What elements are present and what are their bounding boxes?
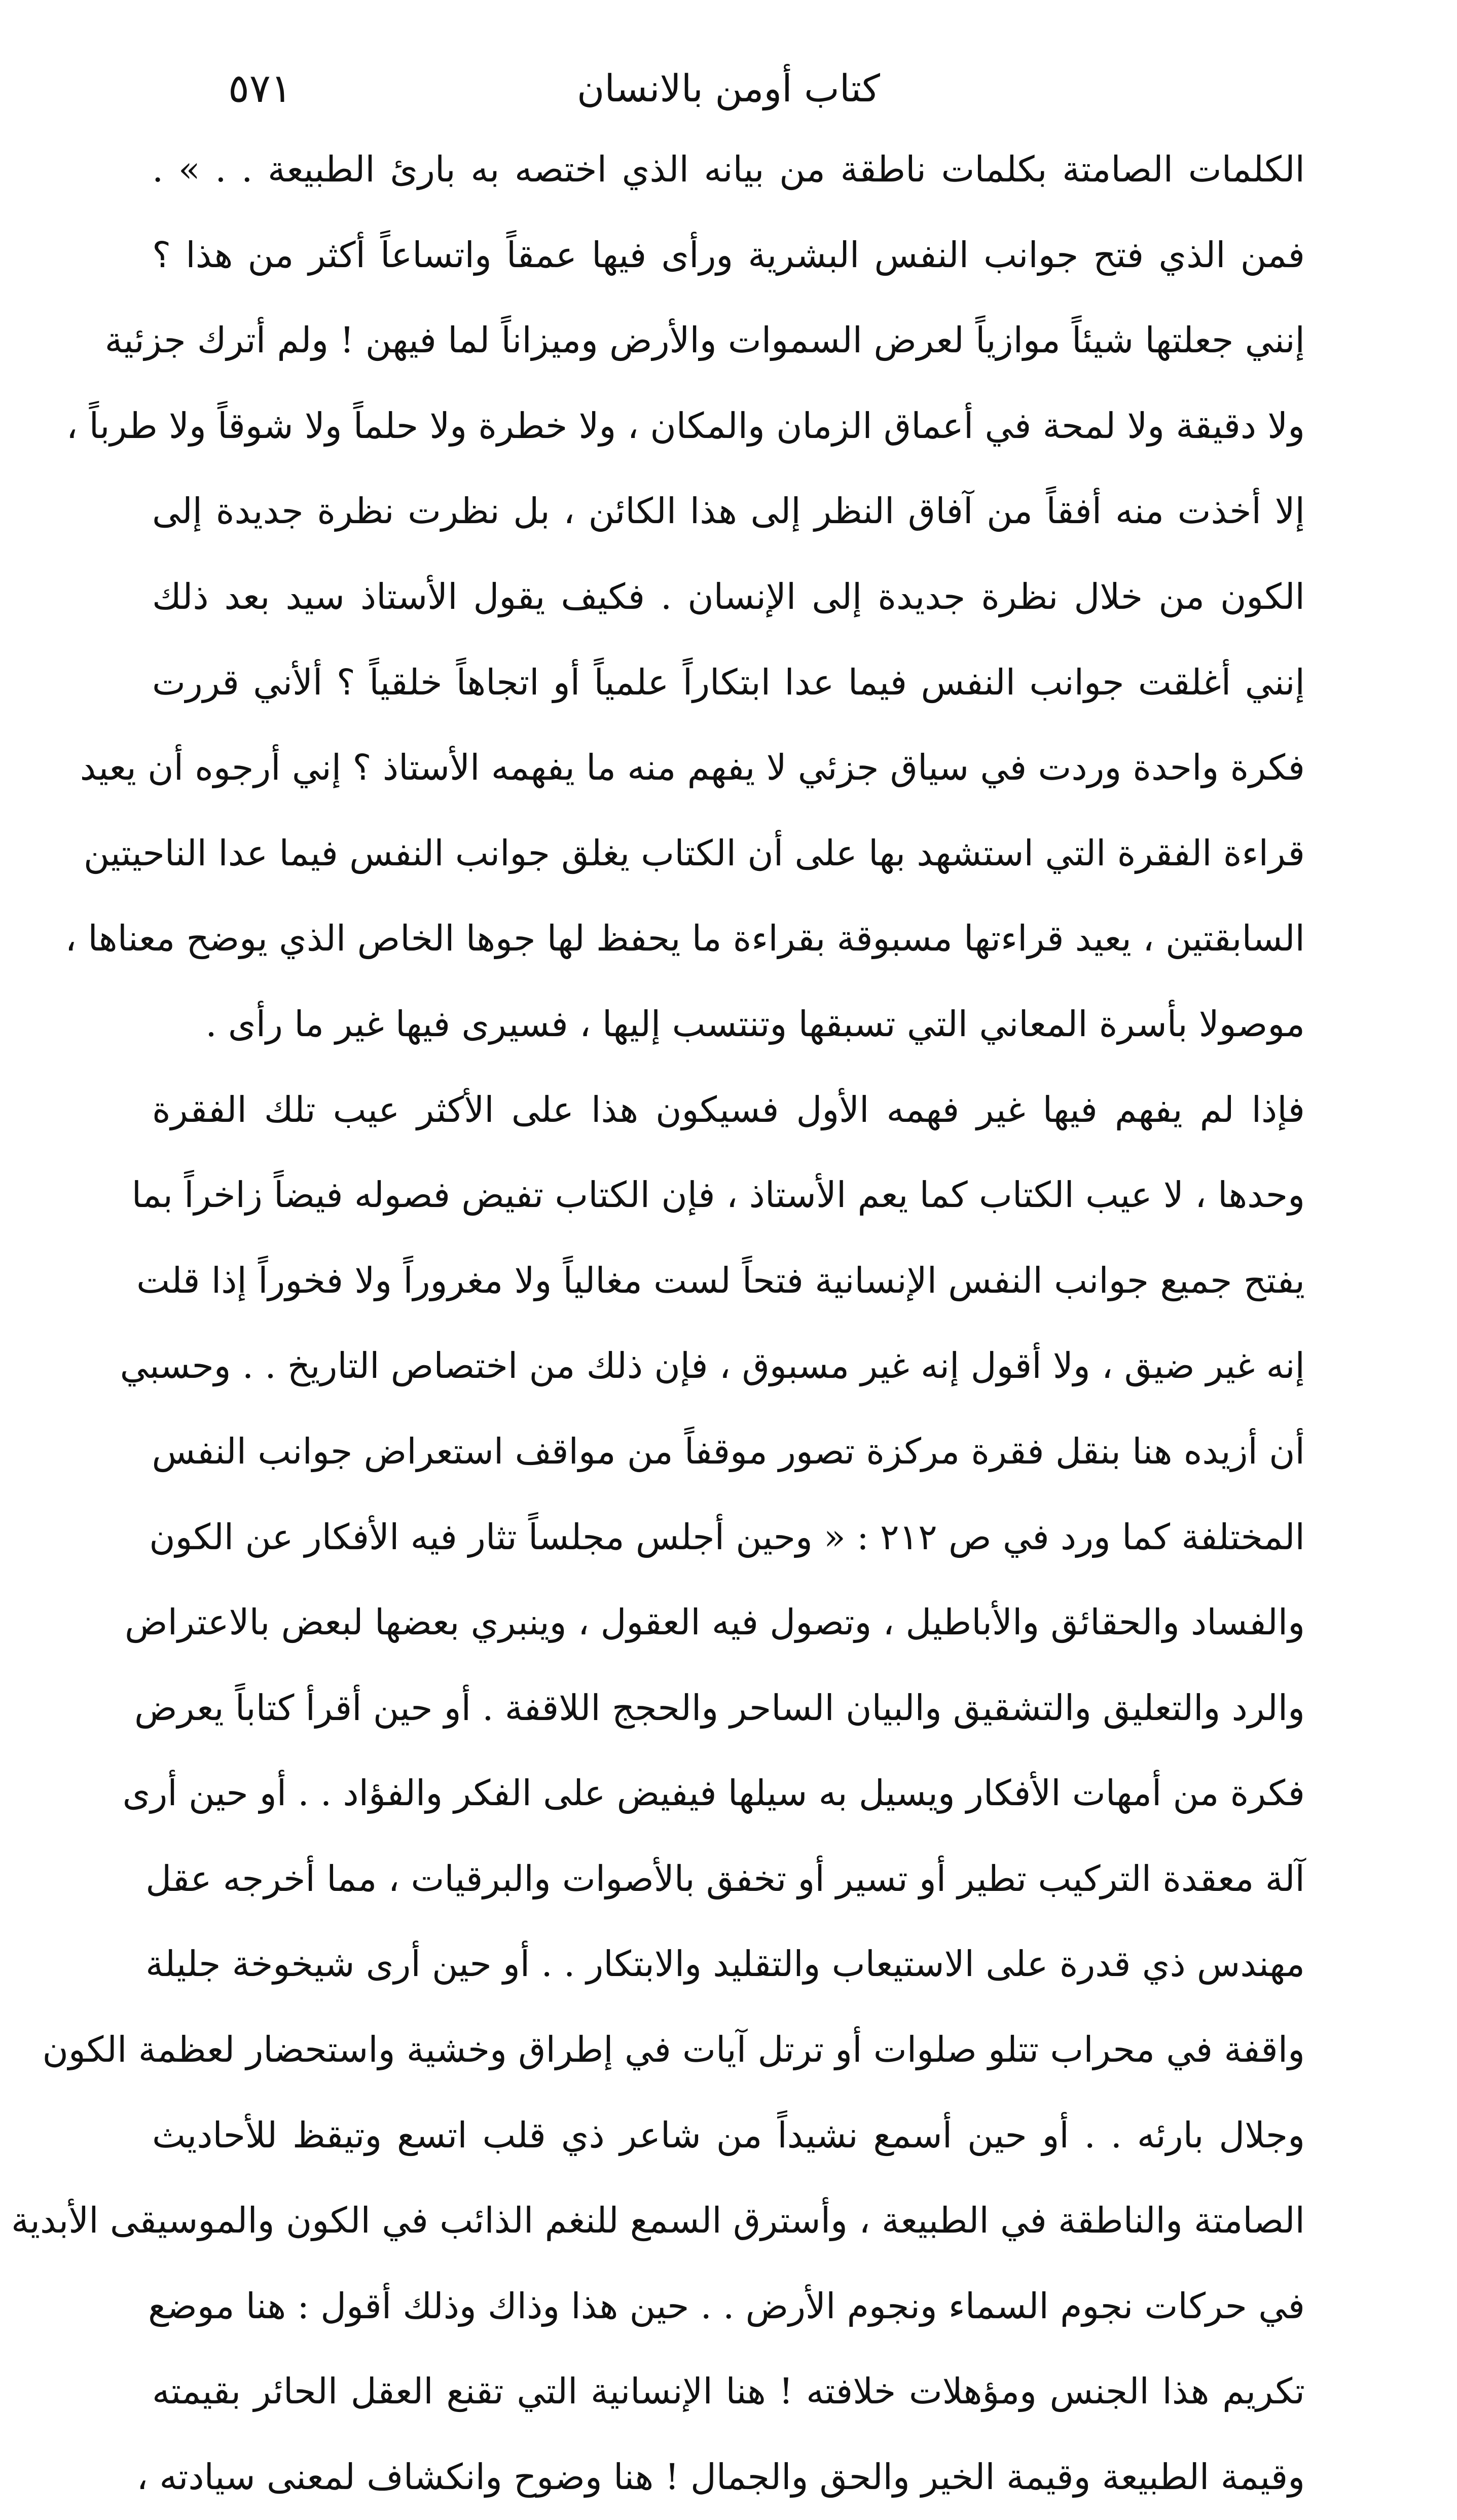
text-line: يفتح جميع جوانب النفس الإنسانية فتحاً لست مغالياً ولا مغروراً ولا فخوراً إذا قلت	[136, 1259, 1305, 1301]
page-header	[167, 61, 1290, 117]
text-line: أن أزيده هنا بنقل فقرة مركزة تصور موقفاً من مواقف استعراض جوانب النفس	[152, 1430, 1305, 1472]
text-line: موصولا بأسرة المعاني التي تسبقها وتنتسب إليها ، فسيرى فيها غير ما رأى .	[205, 1003, 1305, 1045]
text-line: آلة معقدة التركيب تطير أو تسير أو تخفق بالأصوات والبرقيات ، مما أخرجه عقل	[145, 1857, 1305, 1900]
text-line: مهندس ذي قدرة على الاستيعاب والتقليد والابتكار . . أو حين أرى شيخوخة جليلة	[145, 1943, 1305, 1985]
text-line: إنني أغلقت جوانب النفس فيما عدا ابتكاراً علمياً أو اتجاهاً خلقياً ؟ ألأني قررت	[152, 661, 1305, 703]
page-number: ٥٧١	[228, 66, 292, 112]
text-line: واقفة في محراب تتلو صلوات أو ترتل آيات في إطراق وخشية واستحضار لعظمة الكون	[42, 2029, 1305, 2071]
text-line: فكرة من أمهات الأفكار ويسيل به سيلها فيفيض على الفكر والفؤاد . . أو حين أرى	[122, 1772, 1305, 1814]
text-line: إلا أخذت منه أفقاً من آفاق النظر إلى هذا الكائن ، بل نظرت نظرة جديدة إلى	[152, 490, 1305, 532]
text-line: والفساد والحقائق والأباطيل ، وتصول فيه العقول ، وينبري بعضها لبعض بالاعتراض	[125, 1601, 1305, 1644]
text-line: الكون من خلال نظرة جديدة إلى الإنسان . فكيف يقول الأستاذ سيد بعد ذلك	[152, 575, 1305, 617]
text-line: قراءة الفقرة التي استشهد بها على أن الكتاب يغلق جوانب النفس فيما عدا الناحيتين	[83, 832, 1305, 874]
running-title: كتاب أومن بالانسان	[577, 67, 880, 111]
text-line: المختلفة كما ورد في ص ٢١٢ : « وحين أجلس مجلساً تثار فيه الأفكار عن الكون	[149, 1516, 1305, 1558]
text-line: تكريم هذا الجنس ومؤهلات خلافته ! هنا الإنسانية التي تقنع العقل الحائر بقيمته	[152, 2370, 1305, 2413]
text-line: فإذا لم يفهم فيها غير فهمه الأول فسيكون هذا على الأكثر عيب تلك الفقرة	[152, 1088, 1305, 1130]
text-line: وقيمة الطبيعة وقيمة الخير والحق والجمال ! هنا وضوح وانكشاف لمعنى سيادته ،	[136, 2456, 1305, 2498]
text-line: الكلمات الصامتة بكلمات ناطقة من بيانه الذي اختصه به بارئ الطبيعة . . » .	[152, 149, 1305, 190]
text-line: وحدها ، لا عيب الكتاب كما يعم الأستاذ ، فإن الكتاب تفيض فصوله فيضاً زاخراً بما	[131, 1174, 1305, 1216]
text-line: وجلال بارئه . . أو حين أسمع نشيداً من شاعر ذي قلب اتسع وتيقظ للأحاديث	[152, 2114, 1305, 2156]
text-line: في حركات نجوم السماء ونجوم الأرض . . حين هذا وذاك وذلك أقول : هنا موضع	[148, 2285, 1305, 2327]
text-line: والرد والتعليق والتشقيق والبيان الساحر والحجج اللاقفة . أو حين أقرأ كتاباً يعرض	[134, 1687, 1305, 1729]
text-line: السابقتين ، يعيد قراءتها مسبوقة بقراءة ما يحفظ لها جوها الخاص الذي يوضح معناها ،	[65, 918, 1305, 960]
text-line: فمن الذي فتح جوانب النفس البشرية ورأى فيها عمقاً واتساعاً أكثر من هذا ؟	[152, 234, 1305, 276]
text-line: ولا دقيقة ولا لمحة في أعماق الزمان والمكان ، ولا خطرة ولا حلماً ولا شوقاً ولا طرباً ،	[66, 405, 1305, 447]
text-line: الصامتة والناطقة في الطبيعة ، وأسترق السمع للنغم الذائب في الكون والموسيقى الأبدية	[11, 2200, 1305, 2242]
text-line: فكرة واحدة وردت في سياق جزئي لا يفهم منه ما يفهمه الأستاذ ؟ إني أرجوه أن يعيد	[80, 747, 1305, 789]
text-line: إنني جعلتها شيئاً موازياً لعرض السموات والأرض وميزاناً لما فيهن ! ولم أترك جزئية	[104, 319, 1305, 361]
body-text	[11, 127, 1305, 2520]
text-line: إنه غير ضيق ، ولا أقول إنه غير مسبوق ، فإن ذلك من اختصاص التاريخ . . وحسبي	[120, 1345, 1305, 1387]
